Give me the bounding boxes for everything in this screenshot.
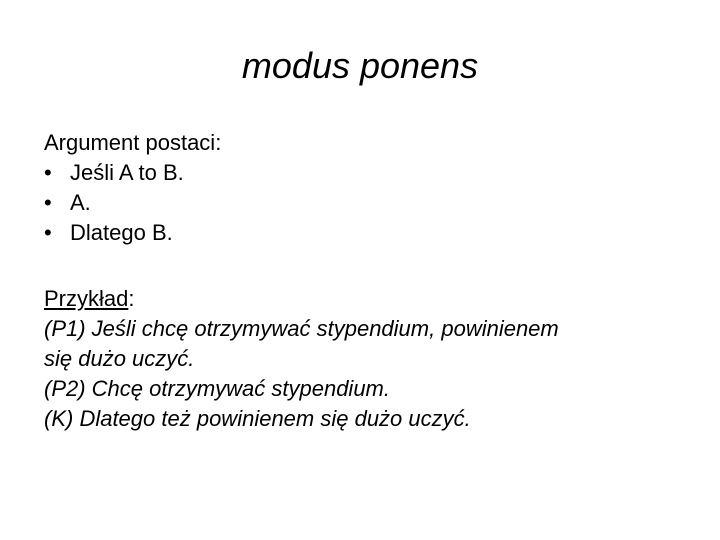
example-heading xyxy=(44,284,694,314)
list-item xyxy=(44,158,694,188)
list-item-text: A. xyxy=(70,190,91,215)
example-line: (K) Dlatego też powinienem się dużo uczyć. xyxy=(44,406,471,431)
list-item-text: Jeśli A to B. xyxy=(70,160,184,185)
list-item-text: Dlatego B. xyxy=(70,220,173,245)
section-spacer xyxy=(44,248,694,284)
example-line: (P2) Chcę otrzymywać stypendium. xyxy=(44,376,390,401)
argument-intro: Argument postaci: xyxy=(44,130,222,155)
bullet-marker: • xyxy=(44,160,52,185)
argument-list xyxy=(44,158,694,248)
example-line: (P1) Jeśli chcę otrzymywać stypendium, powinienem xyxy=(44,316,559,341)
slide-body xyxy=(44,128,694,434)
example-line: się dużo uczyć. xyxy=(44,346,195,371)
slide-title: modus ponens xyxy=(241,45,479,86)
bullet-marker: • xyxy=(44,190,52,215)
list-item xyxy=(44,218,694,248)
example-heading-colon: : xyxy=(128,286,135,311)
example-heading-label: Przykład xyxy=(44,286,129,311)
bullet-marker: • xyxy=(44,220,52,245)
list-item xyxy=(44,188,694,218)
